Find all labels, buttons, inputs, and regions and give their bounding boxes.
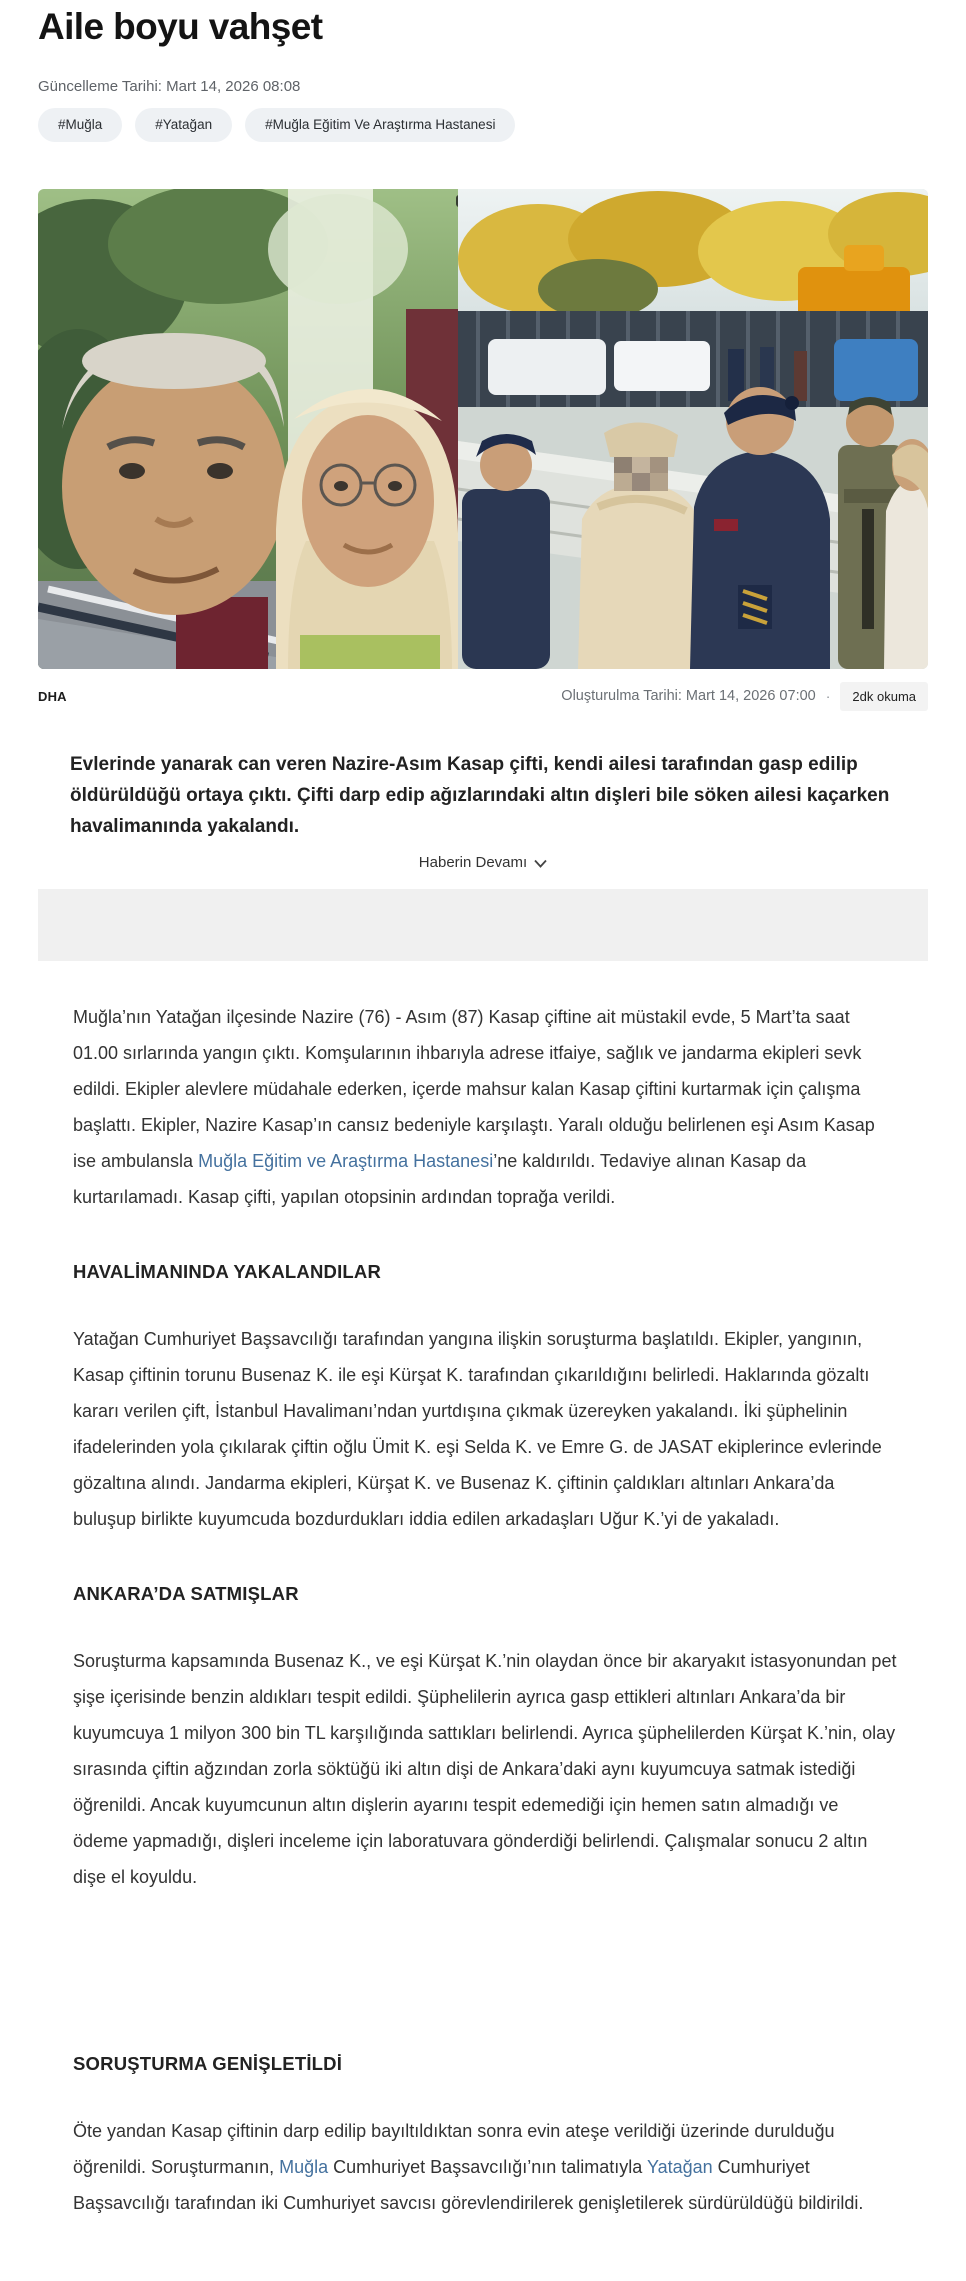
paragraph-4-text-c: Cumhuriyet Başsavcılığı tarafından iki Cumhuriyet savcısı görevlendirilerek genişletilerek sürdürüldüğü bildirildi. xyxy=(73,2156,864,2213)
link-yatagan[interactable]: Yatağan xyxy=(646,2156,713,2177)
paragraph-2: Yatağan Cumhuriyet Başsavcılığı tarafından yangına ilişkin soruşturma başlatıldı. Ekipler, yangının, Kasap çiftinin torunu Busenaz K. ile eşi Kürşat K. tarafından çıkarıldığını belirledi. Haklarında gözaltı kararı verilen çift, İstanbul Havalimanı’ndan yurtdışına çıkmak üzereyken yakalandı. İki şüphelinin ifadelerinden yola çıkılarak çiftin oğlu Ümit K. eşi Selda K. ve Emre G. de JASAT ekiplerince evlerinde gözaltına alındı. Jandarma ekipleri, Kürşat K. ve Busenaz K. çiftinin çaldıkları altınları Ankara’da buluşup birlikte kuyumcuda bozdurdukları iddia edilen arkadaşları Uğur K.’yi de yakaladı. xyxy=(73,1328,882,1529)
link-hastane[interactable]: Muğla Eğitim ve Araştırma Hastanesi xyxy=(198,1150,494,1171)
paragraph-4-text-a: Öte yandan Kasap çiftinin darp edilip bayıltıldıktan sonra evin ateşe verildiği üzerinde durulduğu öğrenildi. Soruşturmanın, xyxy=(73,2120,835,2177)
tag-list xyxy=(38,108,928,142)
ad-placeholder xyxy=(38,889,928,961)
created-date: Oluşturulma Tarihi: Mart 14, 2026 07:00 xyxy=(561,688,816,704)
section-heading-sorusturma: SORUŞTURMA GENİŞLETİLDİ xyxy=(73,2052,343,2074)
read-more-button[interactable] xyxy=(38,854,928,871)
read-time-badge: 2dk okuma xyxy=(840,682,928,711)
section-last xyxy=(73,2053,897,2221)
article-body xyxy=(69,999,897,2221)
meta-separator: · xyxy=(825,688,831,704)
tag-hastane[interactable]: #Muğla Eğitim Ve Araştırma Hastanesi xyxy=(245,108,515,142)
chevron-down-icon xyxy=(534,859,547,868)
article-summary: Evlerinde yanarak can veren Nazire-Asım Kasap çifti, kendi ailesi tarafından gasp edilip öldürüldüğü ortaya çıktı. Çifti darp edip ağızlarındaki altın dişleri bile söken ailesi kaçarken havalimanında yakalandı. xyxy=(70,753,890,837)
tag-mugla[interactable]: #Muğla xyxy=(38,108,122,142)
page-title: Aile boyu vahşet xyxy=(38,6,323,47)
paragraph-4 xyxy=(73,2113,897,2221)
created-meta xyxy=(561,682,928,711)
section-heading-ankara: ANKARA’DA SATMIŞLAR xyxy=(73,1582,299,1604)
paragraph-1-text-a: Muğla’nın Yatağan ilçesinde Nazire (76) - Asım (87) Kasap çiftine ait müstakil evde, 5 Mart’ta saat 01.00 sırlarında yangın çıktı. Komşularının ihbarıyla adrese itfaiye, sağlık ve jandarma ekipleri sevk edildi. Ekipler alevlere müdahale ederken, içerde mahsur kalan Kasap çiftini kurtarmak için çalışma başlattı. Ekipler, Nazire Kasap’ın cansız bedeniyle karşılaştı. Yaralı olduğu belirlenen eşi Asım Kasap ise ambulansla xyxy=(73,1006,875,1171)
tag-yatagan[interactable]: #Yatağan xyxy=(135,108,232,142)
photo-meta-row xyxy=(38,682,928,711)
read-more-label: Haberin Devamı xyxy=(418,853,528,871)
paragraph-4-text-b: Cumhuriyet Başsavcılığı’nın talimatıyla xyxy=(328,2156,647,2177)
paragraph-3: Soruşturma kapsamında Busenaz K., ve eşi Kürşat K.’nin olaydan önce bir akaryakıt istasyonundan pet şişe içerisinde benzin aldıkları tespit edildi. Şüphelilerin ayrıca gasp ettikleri altınları Ankara’da bir kuyumcuya 1 milyon 300 bin TL karşılığında sattıkları belirlendi. Ayrıca şüphelilerden Kürşat K.’nin, olay sırasında çiftin ağzından zorla söktüğü iki altın dişi de Ankara’daki aynı kuyumcuya satmak istediği öğrenildi. Ancak kuyumcunun altın dişlerin ayarını tespit edemediği için hemen satın almadığı ve ödeme yapmadığı, dişleri inceleme için laboratuvara gönderdiği belirlendi. Çalışmalar sonucu 2 altın dişe el koyuldu. xyxy=(73,1650,897,1887)
article-page xyxy=(0,6,966,2221)
updated-date: Güncelleme Tarihi: Mart 14, 2026 08:08 xyxy=(38,78,301,95)
link-mugla[interactable]: Muğla xyxy=(279,2156,329,2177)
paragraph-1-text-b: ’ne kaldırıldı. Tedaviye alınan Kasap da kurtarılamadı. Kasap çifti, yapılan otopsinin ardından toprağa verildi. xyxy=(73,1150,807,1207)
news-photo-illustration xyxy=(38,189,928,669)
paragraph-1 xyxy=(73,999,897,1215)
article-photo xyxy=(38,189,928,669)
photo-credit: DHA xyxy=(38,688,67,704)
section-heading-havalimani: HAVALİMANINDA YAKALANDILAR xyxy=(73,1260,382,1282)
